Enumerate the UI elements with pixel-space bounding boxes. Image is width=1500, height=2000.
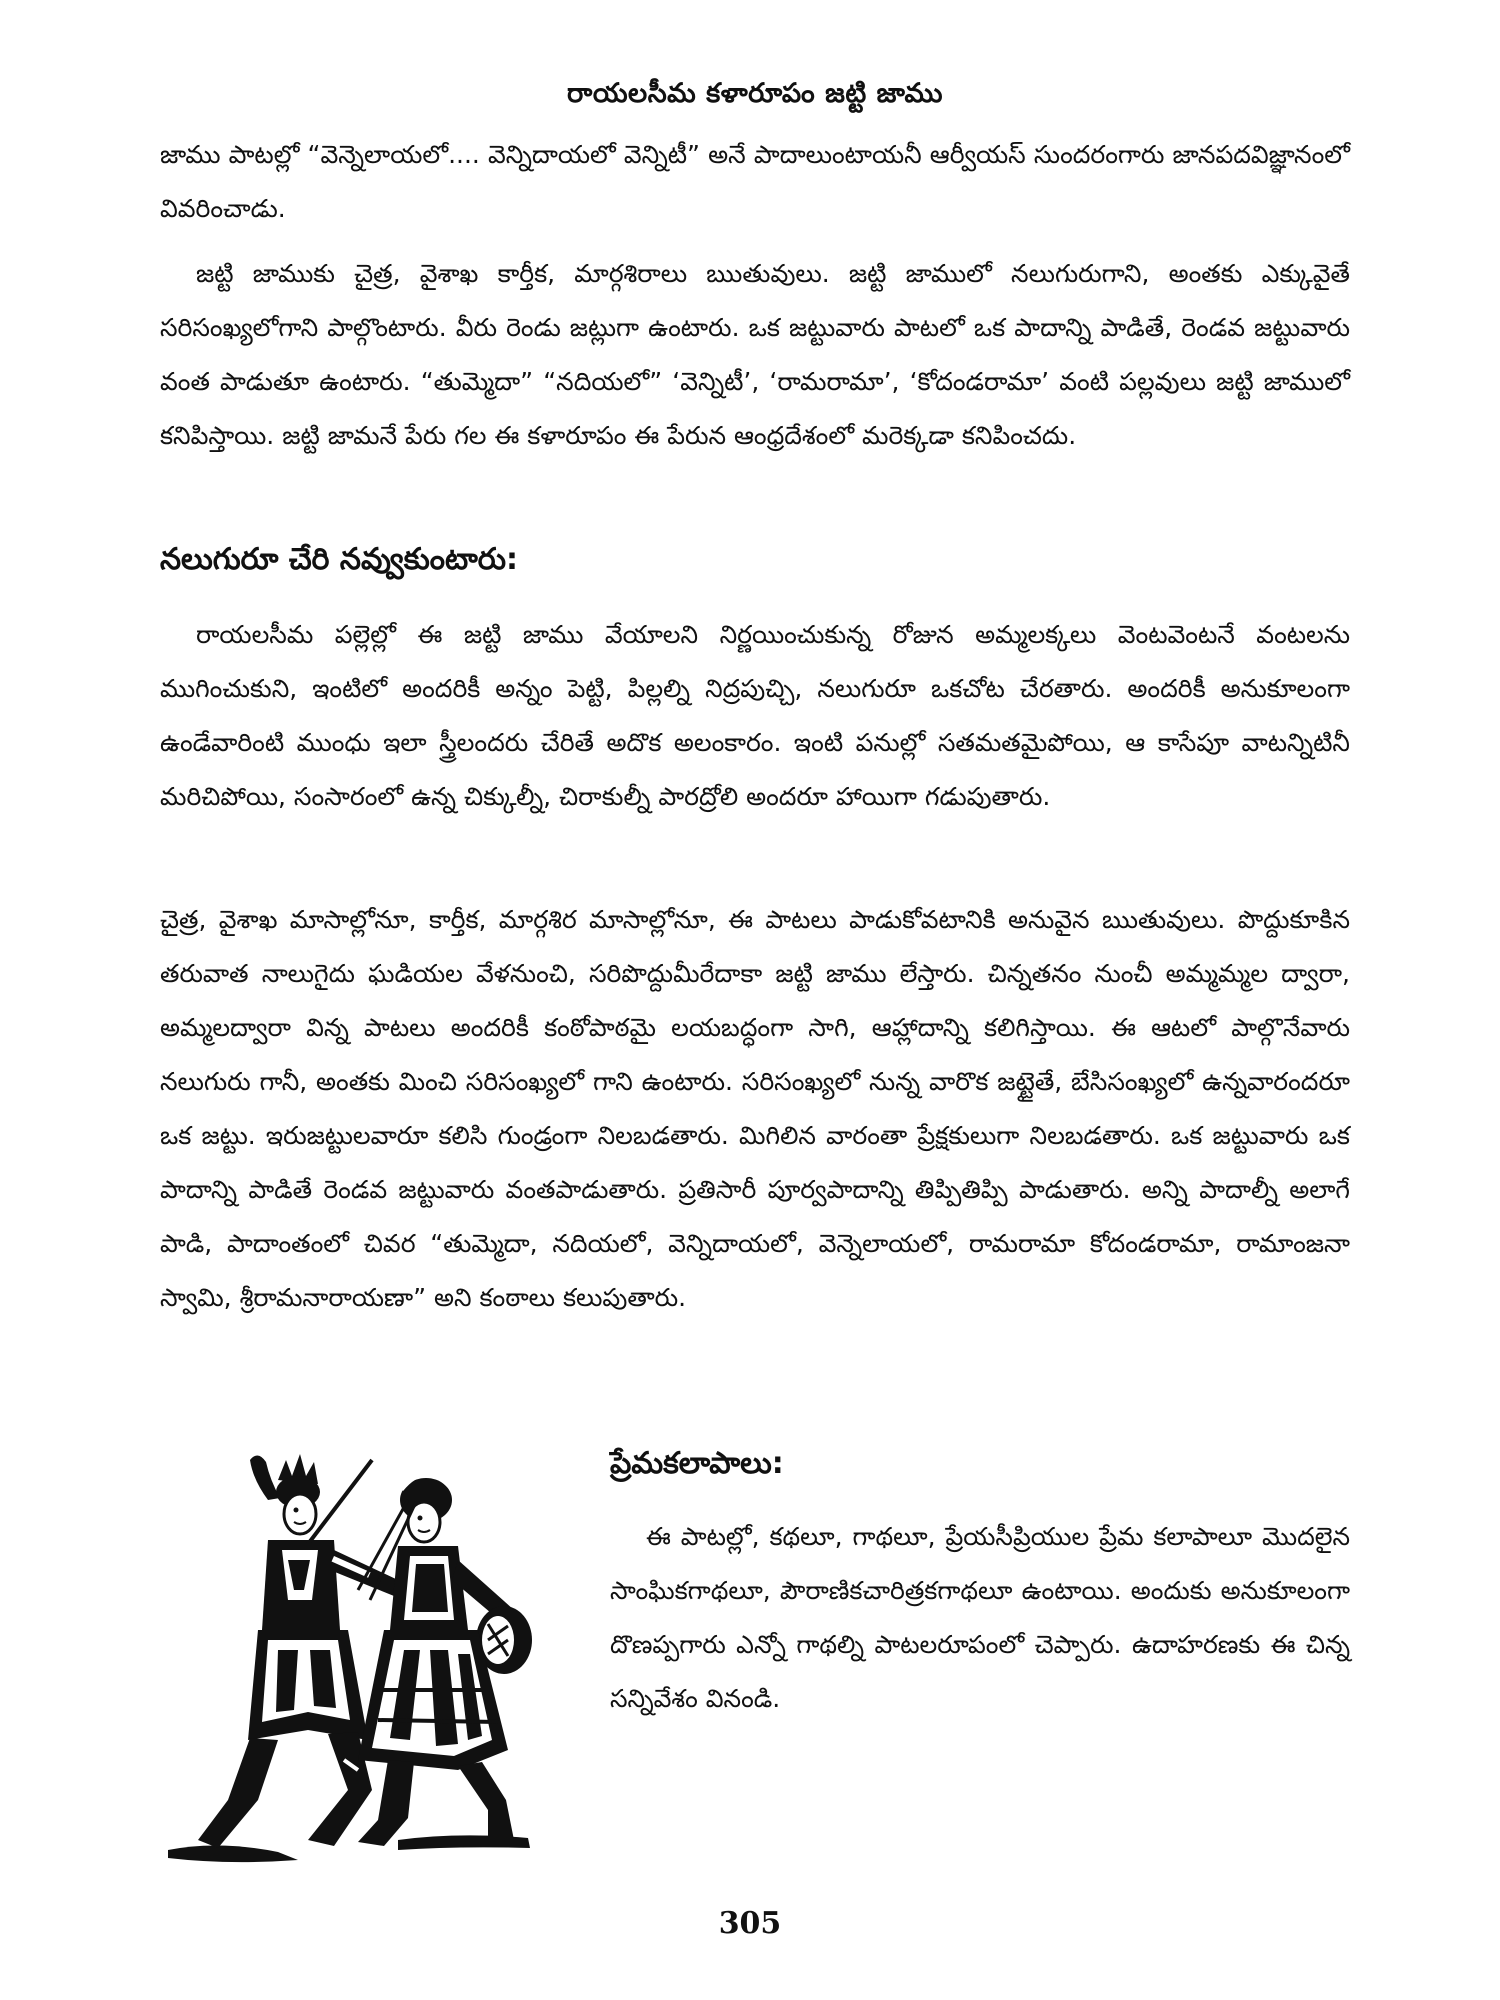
- section-heading-1: నలుగురూ చేరి నవ్వుకుంటారు:: [160, 542, 518, 577]
- ground-stroke: [168, 1845, 298, 1862]
- section1-paragraph-1: రాయలసీమ పల్లెల్లో ఈ జట్టి జాము వేయాలని నిర్ణయించుకున్న రోజున అమ్మలక్కలు వెంటవెంటనే వంటలను ముగించుకుని, ఇంటిలో అందరికీ అన్నం పెట్టి, పిల్లల్ని నిద్రపుచ్చి, నలుగురూ ఒకచోట చేరతారు. అందరికీ అనుకూలంగా ఉండేవారింటి ముంధు ఇలా స్త్రీలందరు చేరితే అదొక అలంకారం. ఇంటి పనుల్లో సతమతమైపోయి, ఆ కాసేపూ వాటన్నిటినీ మరిచిపోయి, సంసారంలో ఉన్న చిక్కుల్నీ, చిరాకుల్నీ పారద్రోలి అందరూ హాయిగా గడుపుతారు.: [160, 620, 1350, 811]
- section-heading-2: ప్రేమకలాపాలు:: [610, 1446, 784, 1481]
- section1-paragraph-2: చైత్ర, వైశాఖ మాసాల్లోనూ, కార్తీక, మార్గశిర మాసాల్లోనూ, ఈ పాటలు పాడుకోవటానికి అనువైన ఋతువులు. పొద్దుకూకిన తరువాత నాలుగైదు ఘడియల వేళనుంచి, సరిపొద్దుమీరేదాకా జట్టి జాము లేస్తారు. చిన్నతనం నుంచీ అమ్మమ్మల ద్వారా, అమ్మలద్వారా విన్న పాటలు అందరికీ కంఠోపాఠమై లయబద్ధంగా సాగి, ఆహ్లాదాన్ని కలిగిస్తాయి. ఈ ఆటలో పాల్గొనేవారు నలుగురు గానీ, అంతకు మించి సరిసంఖ్యలో గాని ఉంటారు. సరిసంఖ్యలో నున్న వారొక జట్టైతే, బేసిసంఖ్యలో ఉన్నవారందరూ ఒక జట్టు. ఇరుజట్టులవారూ కలిసి గుండ్రంగా నిలబడతారు. మిగిలిన వారంతా ప్రేక్షకులుగా నిలబడతారు. ఒక జట్టువారు ఒక పాదాన్ని పాడితే రెండవ జట్టువారు వంతపాడుతారు. ప్రతిసారీ పూర్వపాదాన్ని తిప్పితిప్పి పాడుతారు. అన్ని పాదాల్నీ అలాగే పాడి, పాదాంతంలో చివర “తుమ్మెదా, నదియలో, వెన్నిదాయలో, వెన్నెలాయలో, రామరామా కోదండరామా, రామాంజనా స్వామి, శ్రీరామనారాయణా” అని కంఠాలు కలుపుతారు.: [160, 905, 1350, 1312]
- section2-paragraph-1: ఈ పాటల్లో, కథలూ, గాథలూ, ప్రేయసీప్రియుల ప్రేమ కలాపాలూ మొదలైన సాంఘికగాథలూ, పౌరాణికచారిత్రకగాథలూ ఉంటాయి. అందుకు అనుకూలంగా దొణప్పగారు ఎన్నో గాథల్ని పాటలరూపంలో చెప్పారు. ఉదాహరణకు ఈ చిన్న సన్నివేశం వినండి.: [610, 1522, 1350, 1713]
- intro-paragraph-1: జాము పాటల్లో “వెన్నెలాయలో.... వెన్నిదాయలో వెన్నిటీ” అనే పాదాలుంటాయనీ ఆర్వీయస్ సుందరంగారు జానపదవిజ్ఞానంలో వివరించాడు.: [160, 140, 1350, 223]
- folk-dancers-illustration: [158, 1440, 568, 1880]
- intro-paragraph-2: జట్టి జాముకు చైత్ర, వైశాఖ కార్తీక, మార్గశిరాలు ఋతువులు. జట్టి జాములో నలుగురుగాని, అంతకు ఎక్కువైతే సరిసంఖ్యలోగాని పాల్గొంటారు. వీరు రెండు జట్లుగా ఉంటారు. ఒక జట్టువారు పాటలో ఒక పాదాన్ని పాడితే, రెండవ జట్టువారు వంత పాడుతూ ఉంటారు. “తుమ్మెదా” “నదియలో” ‘వెన్నిటీ’, ‘రామరామా’, ‘కోదండరామా’ వంటి పల్లవులు జట్టి జాములో కనిపిస్తాయి. జట్టి జామనే పేరు గల ఈ కళారూపం ఈ పేరున ఆంధ్రదేశంలో మరెక్కడా కనిపించదు.: [160, 259, 1350, 450]
- male-dancer-figure: [198, 1454, 398, 1848]
- female-dancer-figure: [358, 1475, 532, 1846]
- page-number: 305: [718, 1906, 782, 1941]
- running-title: రాయలసీమ కళారూపం జట్టి జాము: [567, 78, 943, 109]
